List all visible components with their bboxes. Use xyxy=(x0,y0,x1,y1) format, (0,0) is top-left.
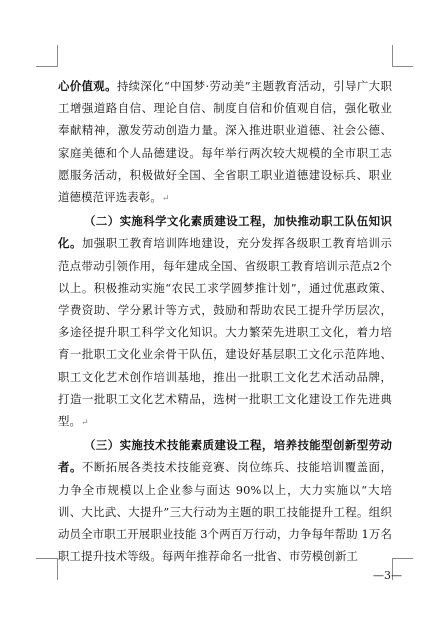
crop-mark-top-right-h xyxy=(392,66,413,67)
paragraph-3 xyxy=(58,434,392,567)
paragraph-2-heading: （二）实施科学文化素质建设工程，加快推动职工队伍知识化。 xyxy=(58,214,392,251)
paragraph-1-body: 持续深化“中国梦·劳动美”主题教育活动，引导广大职工增强道路自信、理论自信、制度自信和价值观自信，强化敬业奉献精神，激发劳动创造力量。深入推进职业道德、社会公德、家庭美德和个人品德建设。每年举行两次较大规模的全市职工志愿服务活动，积极做好全国、全省职工职业道德建设标兵、职业道德模范评选表彰。 xyxy=(58,79,392,205)
body-text xyxy=(58,75,392,567)
paragraph-1 xyxy=(58,75,392,210)
crop-mark-top-left-h xyxy=(36,66,57,67)
paragraph-2-body: 加强职工教育培训阵地建设，充分发挥各级职工教育培训示范点带动引领作用，每年建成全国、省级职工教育培训示范点2个以上。积极推动实施“农民工求学圆梦推计划”，通过优惠政策、学费资助、学分累计等方式，鼓励和帮助农民工提升学历层次，多途径提升职工科学文化知识。大力繁荣先进职工文化，着力培育一批职工文化业余骨干队伍，建设好基层职工文化示范阵地、职工文化艺术创作培训基地，推出一批职工文化艺术活动品牌，打造一批职工文化艺术精品，选树一批职工文化建设工作先进典型。 xyxy=(58,236,392,429)
crop-mark-bottom-left-h xyxy=(36,558,57,559)
paragraph-2 xyxy=(58,210,392,434)
paragraph-3-body: 不断拓展各类技术技能竞赛、岗位练兵、技能培训覆盖面，力争全市规模以上企业参与面达 90%以上，大力实施以“大培训、大比武、大提升”三大行动为主题的职工技能提升工程。组织动员全市职工开展职业技能 3个两百万行动，力争每年帮助 1万名职工提升技术等级。每两年推荐命名一批省、市劳模创新工 xyxy=(58,460,392,564)
paragraph-mark-icon: ↵ xyxy=(161,194,170,205)
paragraph-mark-icon: ↵ xyxy=(81,418,89,429)
page-number: —3— xyxy=(373,569,402,582)
crop-mark-top-left-v xyxy=(57,45,58,67)
crop-mark-bottom-right-h xyxy=(392,558,413,559)
paragraph-1-lead: 心价值观。 xyxy=(58,79,117,93)
crop-mark-top-right-v xyxy=(392,45,393,67)
paragraph-3-heading: （三）实施技术技能素质建设工程，培养技能型创新型劳动者。 xyxy=(58,438,392,475)
